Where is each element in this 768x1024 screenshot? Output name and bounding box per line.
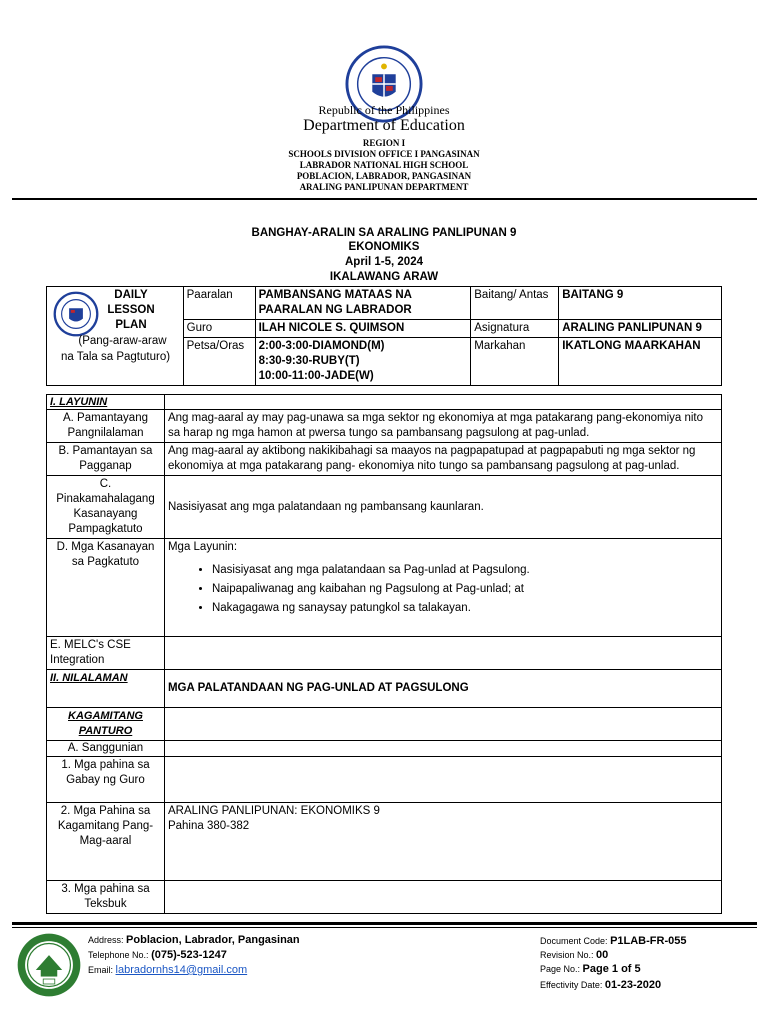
petsa-label: Petsa/Oras: [183, 338, 255, 386]
telephone-label: Telephone No.:: [88, 950, 149, 960]
footer-effectivity: [540, 979, 661, 991]
doc-code-label: Document Code:: [540, 936, 608, 946]
layunin-item: • Nakagagawa ng sanaysay patungkol sa talakayan.: [212, 601, 718, 616]
asignatura-value: ARALING PANLIPUNAN 9: [559, 320, 722, 338]
header-divider: [12, 198, 757, 200]
dlp-line-2: LESSON: [107, 304, 155, 316]
footer-revision: [540, 949, 608, 961]
lesson-subject: EKONOMIKS: [348, 241, 420, 253]
gabay-ng-guro-label: 1. Mga pahina sa Gabay ng Guro: [47, 757, 165, 803]
address-label: Address:: [88, 935, 124, 945]
footer-divider: [12, 922, 757, 925]
petsa-value-2: 8:30-9:30-RUBY(T): [258, 355, 360, 367]
layunin-item: • Nasisiyasat ang mga palatandaan sa Pag-unlad at Pagsulong.: [212, 563, 718, 578]
deped-small-seal-logo: [53, 291, 99, 337]
kasanayan-sa-pagkatuto-label: D. Mga Kasanayan sa Pagkatuto: [47, 539, 165, 637]
header-school: LABRADOR NATIONAL HIGH SCHOOL: [299, 160, 469, 170]
dlp-line-1: DAILY: [114, 289, 148, 301]
email-label: Email:: [88, 965, 114, 975]
markahan-value: IKATLONG MAARKAHAN: [559, 338, 722, 386]
guro-label: Guro: [183, 320, 255, 338]
mga-layunin-intro: Mga Layunin:: [167, 541, 238, 553]
petsa-value: [255, 338, 471, 386]
paaralan-label: Paaralan: [183, 287, 255, 320]
asignatura-label: Asignatura: [471, 320, 559, 338]
paaralan-value: PAMBANSANG MATAAS NA PAARALAN NG LABRADOR: [255, 287, 471, 320]
sanggunian-label: A. Sanggunian: [47, 741, 165, 757]
footer-page: [540, 963, 641, 975]
footer-telephone: [88, 949, 227, 961]
lesson-table: [46, 394, 722, 914]
header-department: Department of Education: [303, 117, 465, 134]
school-seal-logo: [16, 932, 82, 998]
petsa-value-1: 2:00-3:00-DIAMOND(M): [258, 340, 385, 352]
lesson-day: IKALAWANG ARAW: [329, 271, 439, 283]
pamantayan-sa-pagganap-value: Ang mag-aaral ay aktibong nakikibahagi sa maayos na pagpapatupad at pagpapabuti ng mga sektor ng ekonomiya at mga patakarang pang- ekonomiya nito tungo sa pambansang pagsulong at pag-unlad.: [164, 443, 721, 476]
nilalaman-heading: II. NILALAMAN: [47, 670, 165, 708]
layunin-item: • Naipapaliwanag ang kaibahan ng Pagsulong at Pag-unlad; at: [212, 582, 718, 597]
petsa-value-3: 10:00-11:00-JADE(W): [258, 370, 374, 382]
pinakamahalagang-kasanayan-label: C. Pinakamahalagang Kasanayang Pampagkatuto: [47, 476, 165, 539]
info-table: [46, 286, 722, 386]
page-label: Page No.:: [540, 964, 581, 974]
address-value: Poblacion, Labrador, Pangasinan: [126, 934, 300, 946]
dlp-line-4: (Pang-araw-araw: [78, 335, 167, 347]
pamantayan-sa-pagganap-label: B. Pamantayan sa Pagganap: [47, 443, 165, 476]
kasanayan-sa-pagkatuto-value: [164, 539, 721, 637]
kagamitang-panturo-heading: KAGAMITANG PANTURO: [47, 708, 165, 741]
footer-address: [88, 934, 300, 946]
telephone-value: (075)-523-1247: [151, 949, 227, 961]
header-division: SCHOOLS DIVISION OFFICE I PANGASINAN: [288, 149, 480, 159]
footer-divider-thin: [12, 927, 757, 928]
header-department-unit: ARALING PANLIPUNAN DEPARTMENT: [299, 182, 469, 192]
layunin-heading: I. LAYUNIN: [47, 395, 165, 410]
footer-doc-code: [540, 935, 686, 947]
teksbuk-label: 3. Mga pahina sa Teksbuk: [47, 881, 165, 914]
reference-book: ARALING PANLIPUNAN: EKONOMIKS 9: [167, 805, 380, 817]
effectivity-label: Effectivity Date:: [540, 980, 603, 990]
page-value: Page 1 of 5: [582, 963, 641, 975]
lesson-title: BANGHAY-ARALIN SA ARALING PANLIPUNAN 9: [251, 227, 517, 239]
melc-cse-label: E. MELC's CSE Integration: [47, 637, 165, 670]
email-link[interactable]: labradornhs14@gmail.com: [115, 964, 248, 976]
header-region: REGION I: [362, 138, 406, 148]
kagamitang-pang-mag-aaral-value: [164, 803, 721, 881]
guro-value: ILAH NICOLE S. QUIMSON: [255, 320, 471, 338]
dlp-line-3: PLAN: [115, 319, 147, 331]
nilalaman-value: MGA PALATANDAAN NG PAG-UNLAD AT PAGSULONG: [164, 670, 721, 708]
kagamitang-pang-mag-aaral-label: 2. Mga Pahina sa Kagamitang Pang-Mag-aaral: [47, 803, 165, 881]
pamantayang-pangnilalaman-value: Ang mag-aaral ay may pag-unawa sa mga sektor ng ekonomiya at mga patakarang pang-ekonomiya nito sa harap ng mga hamon at pwersa tungo sa pambansang pagsulong at pag-unlad.: [164, 410, 721, 443]
effectivity-value: 01-23-2020: [604, 979, 662, 991]
dlp-line-5: na Tala sa Pagtuturo): [60, 351, 171, 363]
baitang-value: BAITANG 9: [559, 287, 722, 320]
header-republic: Republic of the Philippines: [318, 103, 450, 117]
revision-value: 00: [596, 949, 609, 961]
revision-label: Revision No.:: [540, 950, 594, 960]
doc-code-value: P1LAB-FR-055: [610, 935, 687, 947]
dlp-cell: [47, 287, 184, 386]
reference-pages: Pahina 380-382: [167, 820, 250, 832]
pinakamahalagang-kasanayan-value: Nasisiyasat ang mga palatandaan ng pambansang kaunlaran.: [164, 476, 721, 539]
layunin-list: [168, 563, 718, 616]
header-address: POBLACION, LABRADOR, PANGASINAN: [296, 171, 472, 181]
footer-email: [88, 964, 247, 976]
markahan-label: Markahan: [471, 338, 559, 386]
pamantayang-pangnilalaman-label: A. Pamantayang Pangnilalaman: [47, 410, 165, 443]
lesson-date: April 1-5, 2024: [345, 256, 423, 268]
baitang-label: Baitang/ Antas: [471, 287, 559, 320]
